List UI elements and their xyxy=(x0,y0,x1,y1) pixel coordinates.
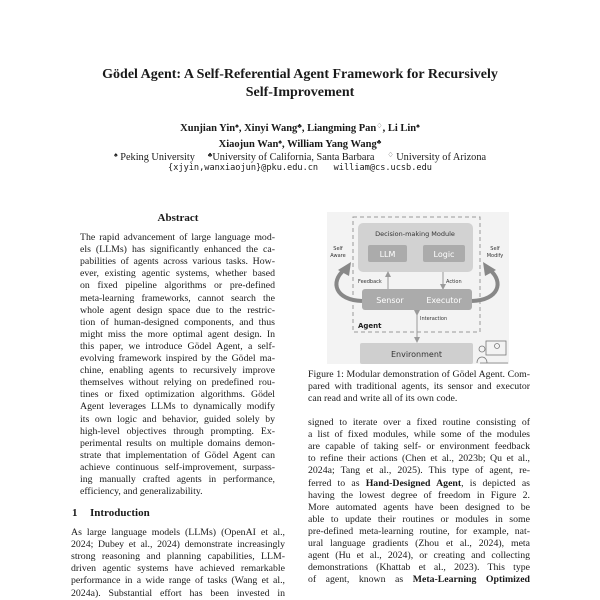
environment-label: Environment xyxy=(390,350,443,359)
text-line: More automated agents have been designed to be xyxy=(308,501,530,513)
author: Xunjian Yin♠ xyxy=(180,122,239,134)
text-line: perimental results on multiple domains demon- xyxy=(80,437,275,449)
feedback-label: Feedback xyxy=(358,279,382,285)
text-line: pre-defined meta-learning routine, for example, nat- xyxy=(308,525,530,537)
text-line: of agent, known as Meta-Learning Optimized xyxy=(308,574,530,586)
author: Xinyi Wang♣ xyxy=(244,122,302,134)
logic-label: Logic xyxy=(433,250,455,259)
text-line: a list of fixed modules, while some of the modules xyxy=(308,429,530,441)
section-heading: Introduction xyxy=(90,507,150,519)
email: william@cs.ucsb.edu xyxy=(333,163,432,173)
text-line: As large language models (LLMs) (OpenAI et al., xyxy=(71,527,285,538)
text-line: Figure 1: Modular demonstration of Gödel Agent. Com- xyxy=(308,369,530,380)
text-line: strong reasoning and planning capabilities, LLM- xyxy=(71,551,285,563)
affiliation: ♢ University of Arizona xyxy=(387,151,487,163)
affiliation: ♠ Peking University xyxy=(113,151,195,163)
text-line: high-level objectives through prompting. Ex- xyxy=(80,425,275,437)
figure-diagram xyxy=(320,205,520,370)
text-line: able to update their routines or modules in some xyxy=(308,513,530,525)
author: Xiaojun Wan♠ xyxy=(218,138,282,150)
emails xyxy=(0,162,600,174)
text-line: ferred to as Hand-Designed Agent, is depicted as xyxy=(308,477,530,489)
text-line: tion of human-designed components, and thus xyxy=(80,316,275,328)
text-line: performance in a wide range of tasks (Wang et al., xyxy=(71,575,285,587)
action-label: Action xyxy=(446,279,462,285)
affiliation: ♣University of California, Santa Barbara xyxy=(207,151,375,163)
llm-label: LLM xyxy=(379,250,396,259)
text-line: signed to iterate over a fixed routine consisting of xyxy=(308,417,530,428)
text-line: 2024a). Substantial effort has been invested in xyxy=(71,587,285,599)
text-line: achieve continuous self-improvement, surpass- xyxy=(80,461,275,473)
text-line: whole agent design space due to the restric- xyxy=(80,304,275,316)
interaction-label: Interaction xyxy=(420,316,448,322)
authors-row-1: Xunjian Yin♠, Xinyi Wang♣, Liangming Pan♢, Li Lin♠ xyxy=(180,122,420,134)
abstract-heading: Abstract xyxy=(157,212,199,224)
text-line: Agent leverages LLMs to dynamically modify xyxy=(80,401,275,413)
sensor-label: Sensor xyxy=(376,296,404,305)
section-number: 1 xyxy=(72,507,78,519)
text-line: efficiency, and generalizability. xyxy=(80,486,203,498)
authors-row-2: Xiaojun Wan♠, William Yang Wang♣ xyxy=(218,138,382,150)
self-modify-label: Self xyxy=(490,246,500,252)
paper-title-line-1: Gödel Agent: A Self-Referential Agent Framework for Recursively xyxy=(102,67,498,82)
text-line: meta-learning frameworks, cannot search the xyxy=(80,292,275,304)
email: {xjyin,wanxiaojun}@pku.edu.cn xyxy=(168,163,319,173)
agent-label: Agent xyxy=(358,322,382,330)
text-line: ever, existing agentic systems, whether based xyxy=(80,268,275,280)
text-line: on fixed pipeline algorithms or pre-defined xyxy=(80,280,275,292)
text-line: its own logic and behavior, guided solely by xyxy=(80,413,275,425)
text-line: themselves without relying on predefined rou- xyxy=(80,377,275,389)
text-line: 2024; Dubey et al., 2024) demonstrate increasingly xyxy=(71,539,285,551)
text-line: to refine their actions (Chen et al., 2023b; Qu et al., xyxy=(308,453,530,465)
text-line: pared with traditional agents, its sensor and executor xyxy=(308,381,530,392)
author: Liangming Pan♢ xyxy=(307,122,383,134)
text-line: can read and write all of its own code. xyxy=(308,393,458,404)
decision-module-label: Decision-making Module xyxy=(375,230,455,238)
text-line: driven agentic systems have achieved remarkable xyxy=(71,563,285,575)
text-line: pabilities of agents across various tasks. How- xyxy=(80,256,275,268)
text-line: chine, enabling agents to recursively improve xyxy=(80,365,275,377)
text-line: evolving framework inspired by the Gödel ma- xyxy=(80,353,275,364)
figure-1 xyxy=(320,205,520,370)
text-line: els (LLMs) has significantly enhanced the ca- xyxy=(80,244,275,256)
paper-title-line-2: Self-Improvement xyxy=(245,85,355,100)
author: Li Lin♠ xyxy=(387,122,420,134)
author: William Yang Wang♣ xyxy=(287,138,382,150)
text-line: strate that implementation of Gödel Agent can xyxy=(80,449,275,461)
executor-label: Executor xyxy=(426,296,462,305)
text-line: having the lowest degree of freedom in Figure 2. xyxy=(308,489,530,501)
text-line: demonstrations (Khattab et al., 2023). This type xyxy=(308,562,530,574)
text-line: might miss the more optimal agent design. In xyxy=(80,328,275,340)
text-line: The rapid advancement of large language mod- xyxy=(80,232,275,243)
text-line: 2024a; Tang et al., 2025). This type of agent, re- xyxy=(308,465,530,477)
text-line: this paper, we introduce Gödel Agent, a self- xyxy=(80,340,275,352)
self-modify-label: Modify xyxy=(486,253,504,259)
self-aware-label: Aware xyxy=(330,253,346,259)
self-aware-label: Self xyxy=(333,246,343,252)
text-line: tines or fixed optimization algorithms. Gödel xyxy=(80,389,275,401)
text-line: ing manually crafted agents in performance, xyxy=(80,474,275,485)
text-line: ural language gradients (Zhou et al., 2024), meta xyxy=(308,538,530,549)
text-line: agent (Hu et al., 2024), or creating and collecting xyxy=(308,550,530,562)
text-line: are capable of taking self- or environment feedback xyxy=(308,441,530,453)
